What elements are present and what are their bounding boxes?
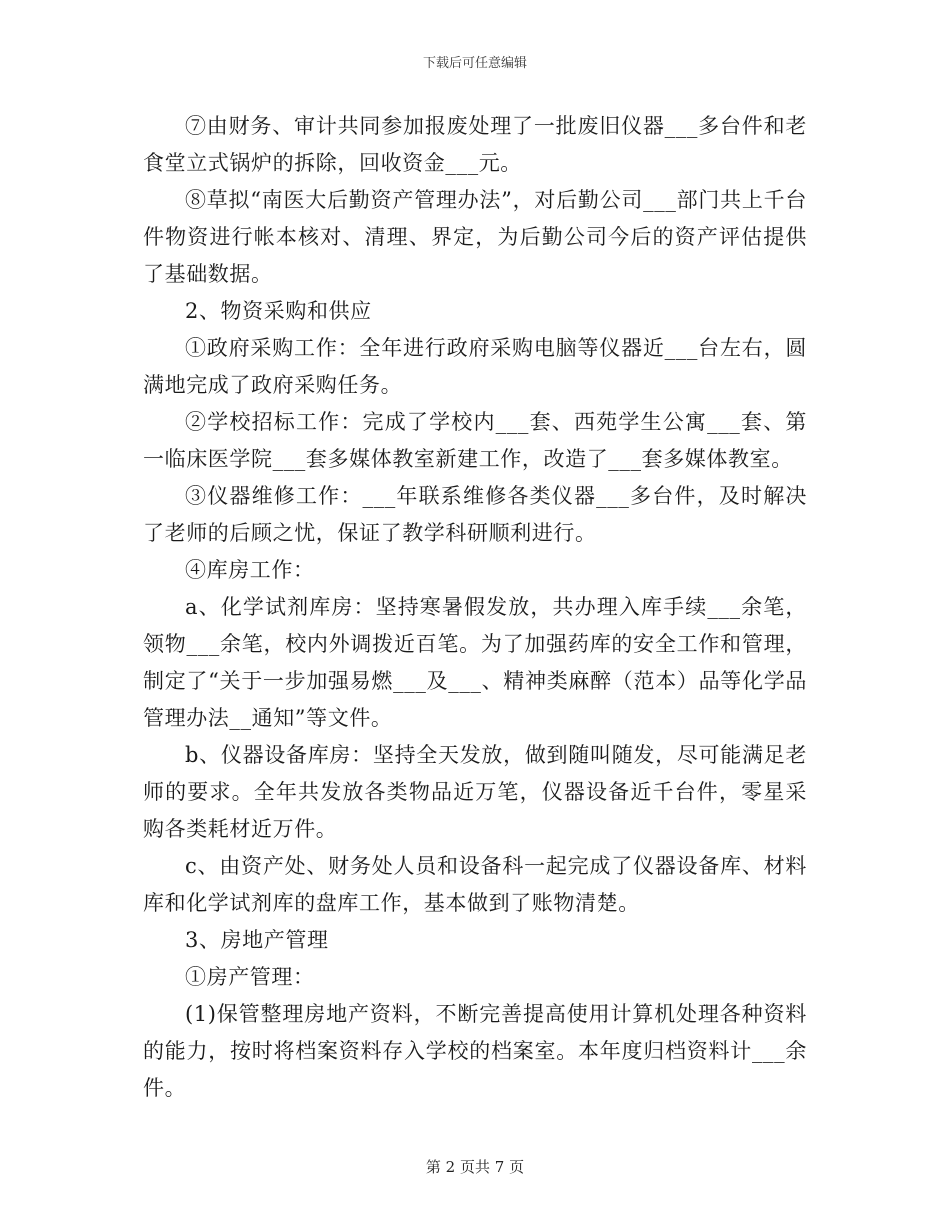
paragraph-chemical-warehouse: a、化学试剂库房：坚持寒暑假发放，共办理入库手续___余笔，领物___余笔，校内外调拨近百笔。为了加强药库的安全工作和管理，制定了“关于一步加强易燃___及___、精神类麻醉（范本）品等化学品管理办法__通知”等文件。 [143, 595, 807, 730]
paragraph-inventory-check: c、由资产处、财务处人员和设备科一起完成了仪器设备库、材料库和化学试剂库的盘库工作，基本做到了账物清楚。 [143, 854, 807, 915]
document-body [143, 108, 807, 1107]
section-heading-real-estate: 3、房地产管理 [185, 928, 329, 952]
paragraph-warehouse-heading: ④库房工作： [185, 558, 315, 582]
paragraph-equipment-warehouse: b、仪器设备库房：坚持全天发放，做到随叫随发，尽可能满足老师的要求。全年共发放各类物品近万笔，仪器设备近千台件，零星采购各类耗材近万件。 [143, 743, 807, 841]
page-footer: 第 2 页共 7 页 [425, 1158, 525, 1176]
section-heading-procurement: 2、物资采购和供应 [185, 299, 372, 323]
paragraph-asset-measures: ⑧草拟“南医大后勤资产管理办法”，对后勤公司___部门共上千台件物资进行帐本核对、清理、界定，为后勤公司今后的资产评估提供了基础数据。 [143, 188, 807, 286]
page-header: 下载后可任意编辑 [422, 56, 527, 71]
paragraph-disposal: ⑦由财务、审计共同参加报废处理了一批废旧仪器___多台件和老食堂立式锅炉的拆除，回收资金___元。 [143, 114, 807, 175]
paragraph-instrument-repair: ③仪器维修工作：___年联系维修各类仪器___多台件，及时解决了老师的后顾之忧，保证了教学科研顺利进行。 [143, 484, 807, 545]
paragraph-school-tender: ②学校招标工作：完成了学校内___套、西苑学生公寓___套、第一临床医学院___套多媒体教室新建工作，改造了___套多媒体教室。 [143, 410, 807, 471]
paragraph-government-procurement: ①政府采购工作：全年进行政府采购电脑等仪器近___台左右，圆满地完成了政府采购任务。 [143, 336, 807, 397]
paragraph-archive-management: (1)保管整理房地产资料，不断完善提高使用计算机处理各种资料的能力，按时将档案资料存入学校的档案室。本年度归档资料计___余件。 [143, 1002, 807, 1100]
paragraph-property-heading: ①房产管理： [185, 965, 315, 989]
